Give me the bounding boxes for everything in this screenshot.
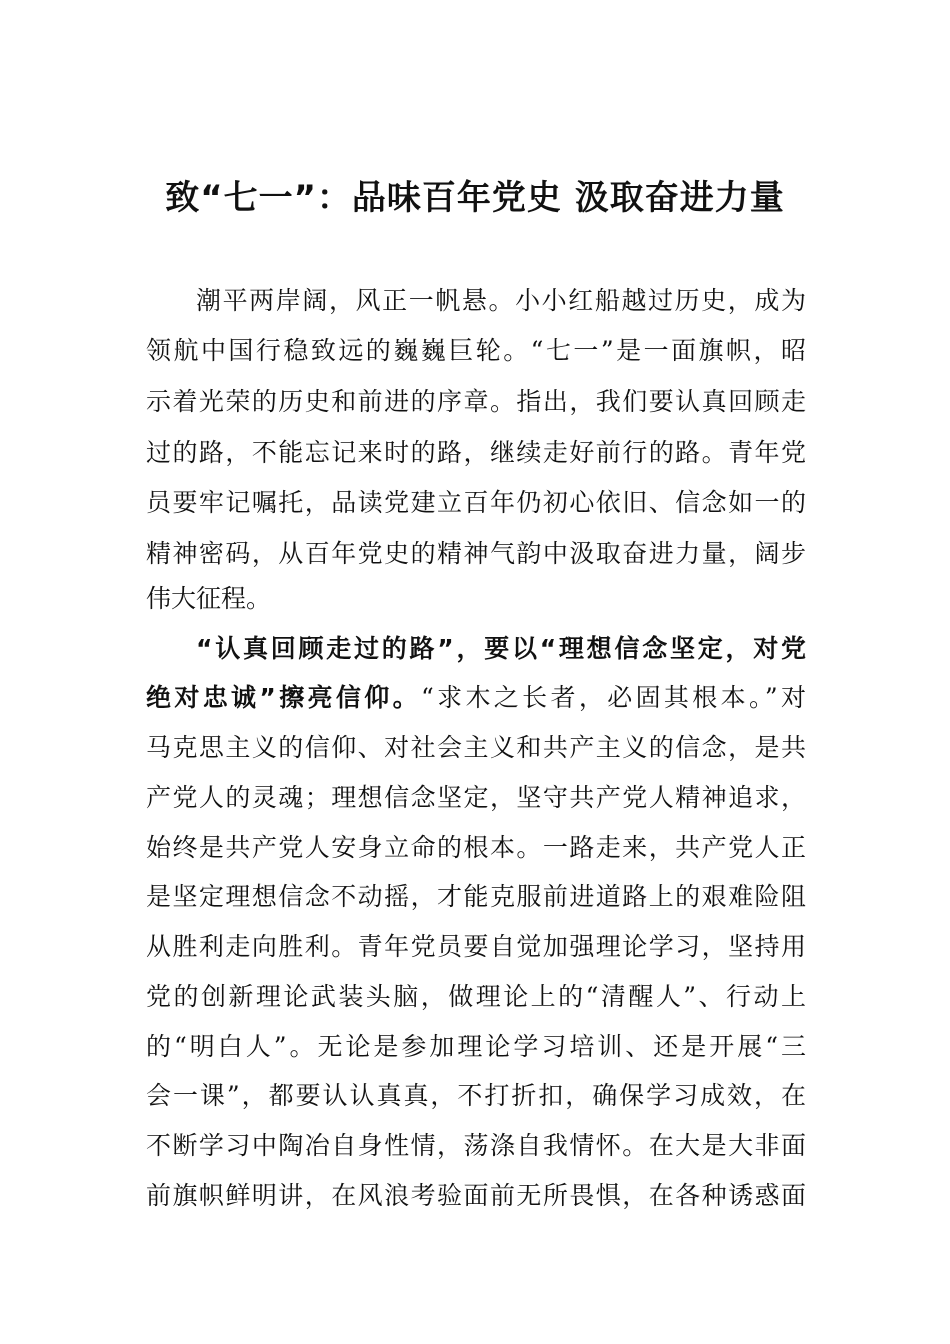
paragraph-2-line-4: 产党人的灵魂；理想信念坚定，坚守共产党人精神追求， [146, 783, 806, 812]
paragraph-1-line-2: 领航中国行稳致远的巍巍巨轮。“七一”是一面旗帜，昭 [146, 336, 806, 365]
paragraph-2-bold-lead: 绝对忠诚”擦亮信仰。 [146, 683, 421, 712]
paragraph-2-line-8: 党的创新理论武装头脑，做理论上的“清醒人”、行动上 [146, 982, 806, 1011]
paragraph-2-line-12: 前旗帜鲜明讲，在风浪考验面前无所畏惧，在各种诱惑面 [146, 1181, 806, 1210]
paragraph-2-line-3: 马克思主义的信仰、对社会主义和共产主义的信念，是共 [146, 733, 806, 762]
paragraph-2-line-9: 的“明白人”。无论是参加理论学习培训、还是开展“三 [146, 1032, 806, 1061]
paragraph-2-line-6: 是坚定理想信念不动摇，才能克服前进道路上的艰难险阻 [146, 882, 806, 911]
paragraph-1-line-6: 精神密码，从百年党史的精神气韵中汲取奋进力量，阔步 [146, 539, 806, 568]
paragraph-2-bold-line-1: “认真回顾走过的路”，要以“理想信念坚定，对党 [196, 634, 806, 663]
paragraph-2-line-11: 不断学习中陶冶自身性情，荡涤自我情怀。在大是大非面 [146, 1131, 806, 1160]
paragraph-1-line-1: 潮平两岸阔，风正一帆悬。小小红船越过历史，成为 [196, 286, 806, 315]
paragraph-2-quote: “求木之长者，必固其根本。”对 [420, 683, 806, 712]
paragraph-2-line-2 [146, 673, 806, 723]
paragraph-1-line-5: 员要牢记嘱托，品读党建立百年仍初心依旧、信念如一的 [146, 488, 806, 517]
paragraph-1-line-4: 过的路，不能忘记来时的路，继续走好前行的路。青年党 [146, 438, 806, 467]
paragraph-1-line-3: 示着光荣的历史和前进的序章。指出，我们要认真回顾走 [146, 387, 806, 416]
paragraph-2-line-7: 从胜利走向胜利。青年党员要自觉加强理论学习，坚持用 [146, 932, 806, 961]
paragraph-2-line-5: 始终是共产党人安身立命的根本。一路走来，共产党人正 [146, 833, 806, 862]
paragraph-2-line-10: 会一课”，都要认认真真，不打折扣，确保学习成效，在 [146, 1081, 806, 1110]
paragraph-1-line-7: 伟大征程。 [146, 584, 272, 613]
document-title: 致“七一”：品味百年党史 汲取奋进力量 [165, 178, 785, 218]
